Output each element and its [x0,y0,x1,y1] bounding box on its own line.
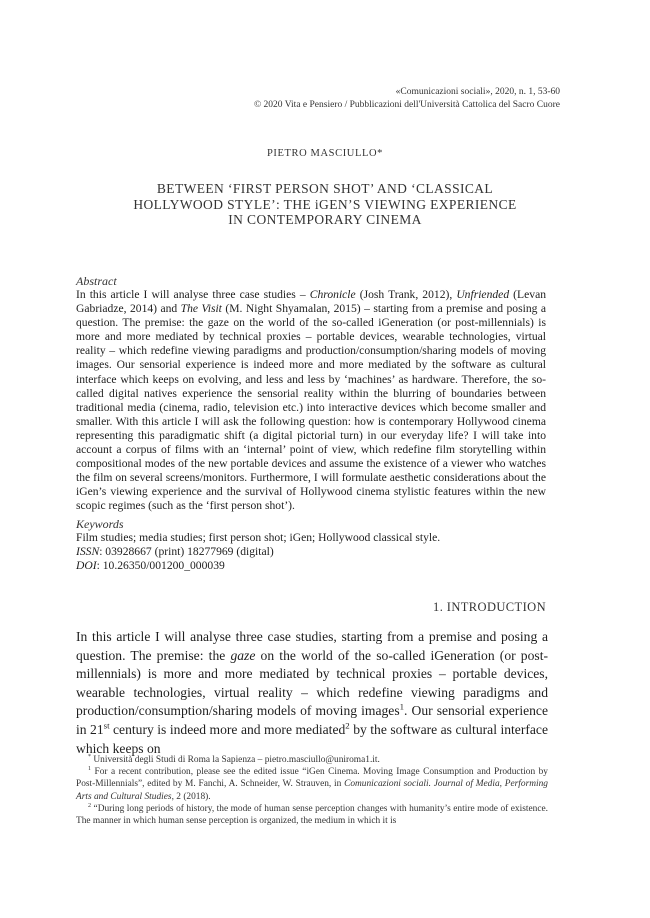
journal-citation: «Comunicazioni sociali», 2020, n. 1, 53-60 [395,87,560,97]
section-heading [433,600,546,615]
section-number: 1. [433,600,444,614]
footnote-2: $^2$ “During long periods of history, the mode of human sense perception changes with humanity’s entire mode of existence. The manner in which human sense perception is organized, the medium in which it is [76,802,548,827]
section-title-text: INTRODUCTION [446,600,546,614]
emphasis-gaze: gaze [230,647,256,663]
footnotes [76,754,548,827]
abstract-body: In this article I will analyse three case studies – Chronicle (Josh Trank, 2012), Unfriended (Levan Gabriadze, 2014) and The Visit (M. Night Shyamalan, 2015) – starting from a premise and posing a question. The premise: the gaze on the world of the so-called iGeneration (or post-millennials) is more and more mediated by technical proxies – portable devices, wearable technologies, virtual reality – which redefine viewing paradigms and production/consumption/sharing models of moving images. Our sensorial experience is indeed more and more mediated by the software as cultural interface which keeps on evolving, and less and less by ‘machines’ as hardware. Therefore, the so-called digital natives experience the sensorial reality within the blurring of boundaries between traditional media (cinema, radio, television etc.) into interactive devices which become smaller and smaller. With this article I will ask the following question: how is contemporary Hollywood cinema representing this paradigmatic shift (a digital pictorial turn) in our everyday life? I will take into account a corpus of films with an ‘internal’ point of view, which redefine film storytelling within compositional modes of the new portable devices and assume the existence of a viewer who watches the film on several screens/monitors. Furthermore, I will formulate aesthetic considerations about the iGen’s viewing experience and the survival of Hollywood cinema stylistic features within the new scopic regimes (such as the ‘first person shot’). [76,288,547,513]
keywords-heading: Keywords [76,517,124,531]
ordinal-superscript: st [103,720,110,731]
footnote-ref-1: 1 [399,701,405,712]
title-line-3: IN CONTEMPORARY CINEMA [228,212,422,227]
doi-line: DOI: 10.26350/001200_000039 [76,559,225,572]
abstract-heading: Abstract [76,274,117,288]
article-title [90,181,560,228]
film-title-the-visit: The Visit [180,302,222,316]
keywords-section [76,517,546,573]
film-title-chronicle: Chronicle [309,288,356,301]
issn-line: ISSN: 03928667 (print) 18277969 (digital) [76,545,274,558]
footnote-ref-2: 2 [345,720,350,731]
footnote-1: $^1$ For a recent contribution, please see the edited issue “iGen Cinema. Moving Image Consumption and Production by Post-Millennials”, edited by M. Fanchi, A. Schneider, W. Strauven, in Comunicazioni sociali. Journal of Media, Performing Arts and Cultural Studies, 2 (2018). [76,766,548,802]
title-line-1: BETWEEN ‘FIRST PERSON SHOT’ AND ‘CLASSICAL [156,181,494,196]
keywords-list: Film studies; media studies; first person shot; iGen; Hollywood classical style. [76,531,441,544]
body-paragraph: In this article I will analyse three case studies, starting from a premise and posing a question. The premise: the gaze on the world of the so-called iGeneration (or post-millennials) is more and more mediated by technical proxies – portable devices, wearable technologies, virtual reality – which redefine viewing paradigms and production/consumption/sharing models of moving images$^1$. Our sensorial experience in 21st century is indeed more and more mediated$^2$ by the software as cultural interface which keeps on [76,629,548,756]
footnote-author: * Università degli Studi di Roma la Sapienza – pietro.masciullo@uniroma1.it. [88,753,380,765]
author-name: PIETRO MASCIULLO* [266,148,384,159]
title-line-2: HOLLYWOOD STYLE’: THE iGEN’S VIEWING EXPERIENCE [133,196,517,212]
copyright-line: © 2020 Vita e Pensiero / Pubblicazioni dell'Università Cattolica del Sacro Cuore [253,100,560,110]
abstract-section [76,274,546,514]
film-title-unfriended: Unfriended [456,288,510,301]
running-header [254,86,560,112]
